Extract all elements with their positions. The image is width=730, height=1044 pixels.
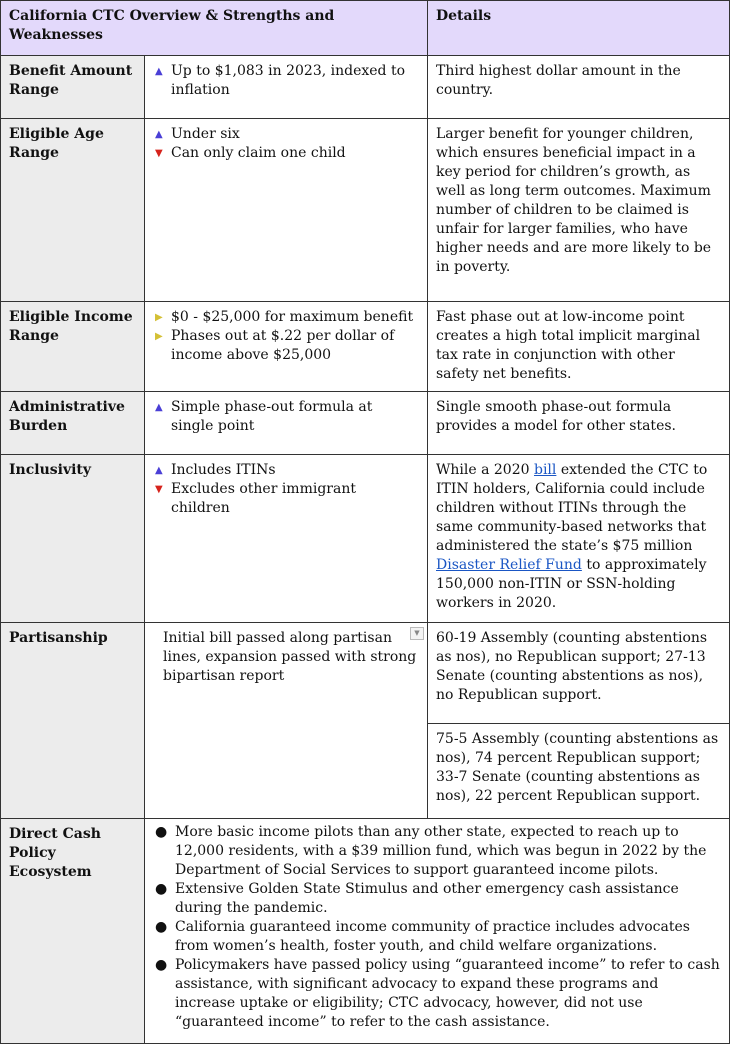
dropdown-arrow-icon[interactable]: ▼ — [410, 627, 424, 640]
disaster-relief-fund-link[interactable]: Disaster Relief Fund — [436, 557, 582, 573]
partisanship-summary — [145, 623, 428, 819]
table-row — [1, 819, 730, 1044]
table-row — [1, 119, 730, 302]
details-text: to approximately 150,000 non-ITIN or SSN-holding workers in 2020. — [436, 557, 707, 611]
header-details: Details — [428, 1, 730, 56]
age-details: Larger benefit for younger children, which ensures beneficial impact in a key period for children’s growth, as well as long term outcomes. Maximum number of children to be claimed is unfair for larger families, who have higher needs and are more likely to be in poverty. — [428, 119, 730, 302]
list-item — [155, 461, 419, 480]
list-item — [151, 823, 721, 880]
list-item — [151, 880, 721, 918]
row-label-benefit: Benefit Amount Range — [1, 56, 145, 119]
item-text: Under six — [171, 126, 240, 142]
list-item — [151, 918, 721, 956]
item-text: Excludes other immigrant children — [171, 481, 356, 516]
partisanship-details-expansion: 75-5 Assembly (counting abstentions as nos), 74 percent Republican support; 33-7 Senate (counting abstentions as nos), 22 percent Republican support. — [428, 724, 730, 819]
ecosystem-bullet-list — [151, 823, 721, 1032]
up-triangle-icon: ▲ — [155, 465, 163, 476]
row-label-admin: Administrative Burden — [1, 392, 145, 455]
up-triangle-icon: ▲ — [155, 402, 163, 413]
partisanship-details-initial: 60-19 Assembly (counting abstentions as nos), no Republican support; 27-13 Senate (counting abstentions as nos), no Republican support. — [428, 623, 730, 724]
down-triangle-icon: ▼ — [155, 484, 163, 495]
item-text: More basic income pilots than any other state, expected to reach up to 12,000 residents, with a $39 million fund, which was begun in 2022 by the Department of Social Services to support guaranteed income pilots. — [175, 824, 707, 878]
ecosystem-details — [145, 819, 730, 1044]
header-title: California CTC Overview & Strengths and Weaknesses — [1, 1, 428, 56]
down-triangle-icon: ▼ — [155, 148, 163, 159]
row-label-inclusivity: Inclusivity — [1, 455, 145, 623]
up-triangle-icon: ▲ — [155, 129, 163, 140]
list-item — [155, 62, 419, 100]
bullet-icon: ● — [155, 919, 168, 935]
bill-link[interactable]: bill — [533, 462, 557, 478]
list-item — [155, 144, 419, 163]
row-label-income: Eligible Income Range — [1, 302, 145, 392]
bullet-icon: ● — [155, 881, 168, 897]
benefit-details: Third highest dollar amount in the country. — [428, 56, 730, 119]
list-item — [155, 480, 419, 518]
table-row — [1, 455, 730, 623]
admin-items — [145, 392, 428, 455]
table-row — [1, 623, 730, 724]
bullet-icon: ● — [155, 824, 168, 840]
details-text: extended the CTC to ITIN holders, California could include children without ITINs through the same community-based networks that administered the state’s $75 million — [436, 462, 708, 554]
item-text: Simple phase-out formula at single point — [171, 399, 373, 434]
item-text: California guaranteed income community of practice includes advocates from women’s health, foster youth, and child welfare organizations. — [175, 919, 690, 954]
benefit-items — [145, 56, 428, 119]
item-text: Policymakers have passed policy using “guaranteed income” to refer to cash assistance, with significant advocacy to expand these programs and increase uptake or eligibility; CTC advocacy, however, did not use “guaranteed income” to refer to the cash assistance. — [175, 957, 720, 1030]
row-label-age: Eligible Age Range — [1, 119, 145, 302]
table-row — [1, 392, 730, 455]
inclusivity-details — [428, 455, 730, 623]
table-row — [1, 302, 730, 392]
row-label-partisanship: Partisanship — [1, 623, 145, 819]
item-text: Up to $1,083 in 2023, indexed to inflation — [171, 63, 406, 98]
item-text: Includes ITINs — [171, 462, 276, 478]
admin-details: Single smooth phase-out formula provides a model for other states. — [428, 392, 730, 455]
bullet-icon: ● — [155, 957, 168, 973]
income-items — [145, 302, 428, 392]
list-item — [151, 956, 721, 1032]
item-text: Phases out at $.22 per dollar of income above $25,000 — [171, 328, 395, 363]
item-text: Initial bill passed along partisan lines, expansion passed with strong bipartisan report — [163, 630, 417, 684]
up-triangle-icon: ▲ — [155, 66, 163, 77]
item-text: Extensive Golden State Stimulus and other emergency cash assistance during the pandemic. — [175, 881, 679, 916]
inclusivity-items — [145, 455, 428, 623]
details-text: While a 2020 — [436, 462, 534, 478]
right-triangle-icon: ▶ — [155, 331, 163, 342]
item-text: $0 - $25,000 for maximum benefit — [171, 309, 414, 325]
age-items — [145, 119, 428, 302]
income-details: Fast phase out at low-income point creates a high total implicit marginal tax rate in conjunction with other safety net benefits. — [428, 302, 730, 392]
right-triangle-icon: ▶ — [155, 312, 163, 323]
list-item — [155, 125, 419, 144]
header-row — [1, 1, 730, 56]
list-item — [155, 308, 419, 327]
list-item — [155, 398, 419, 436]
item-text: Can only claim one child — [171, 145, 346, 161]
list-item — [155, 327, 419, 365]
table-row — [1, 56, 730, 119]
row-label-ecosystem: Direct Cash Policy Ecosystem — [1, 819, 145, 1044]
